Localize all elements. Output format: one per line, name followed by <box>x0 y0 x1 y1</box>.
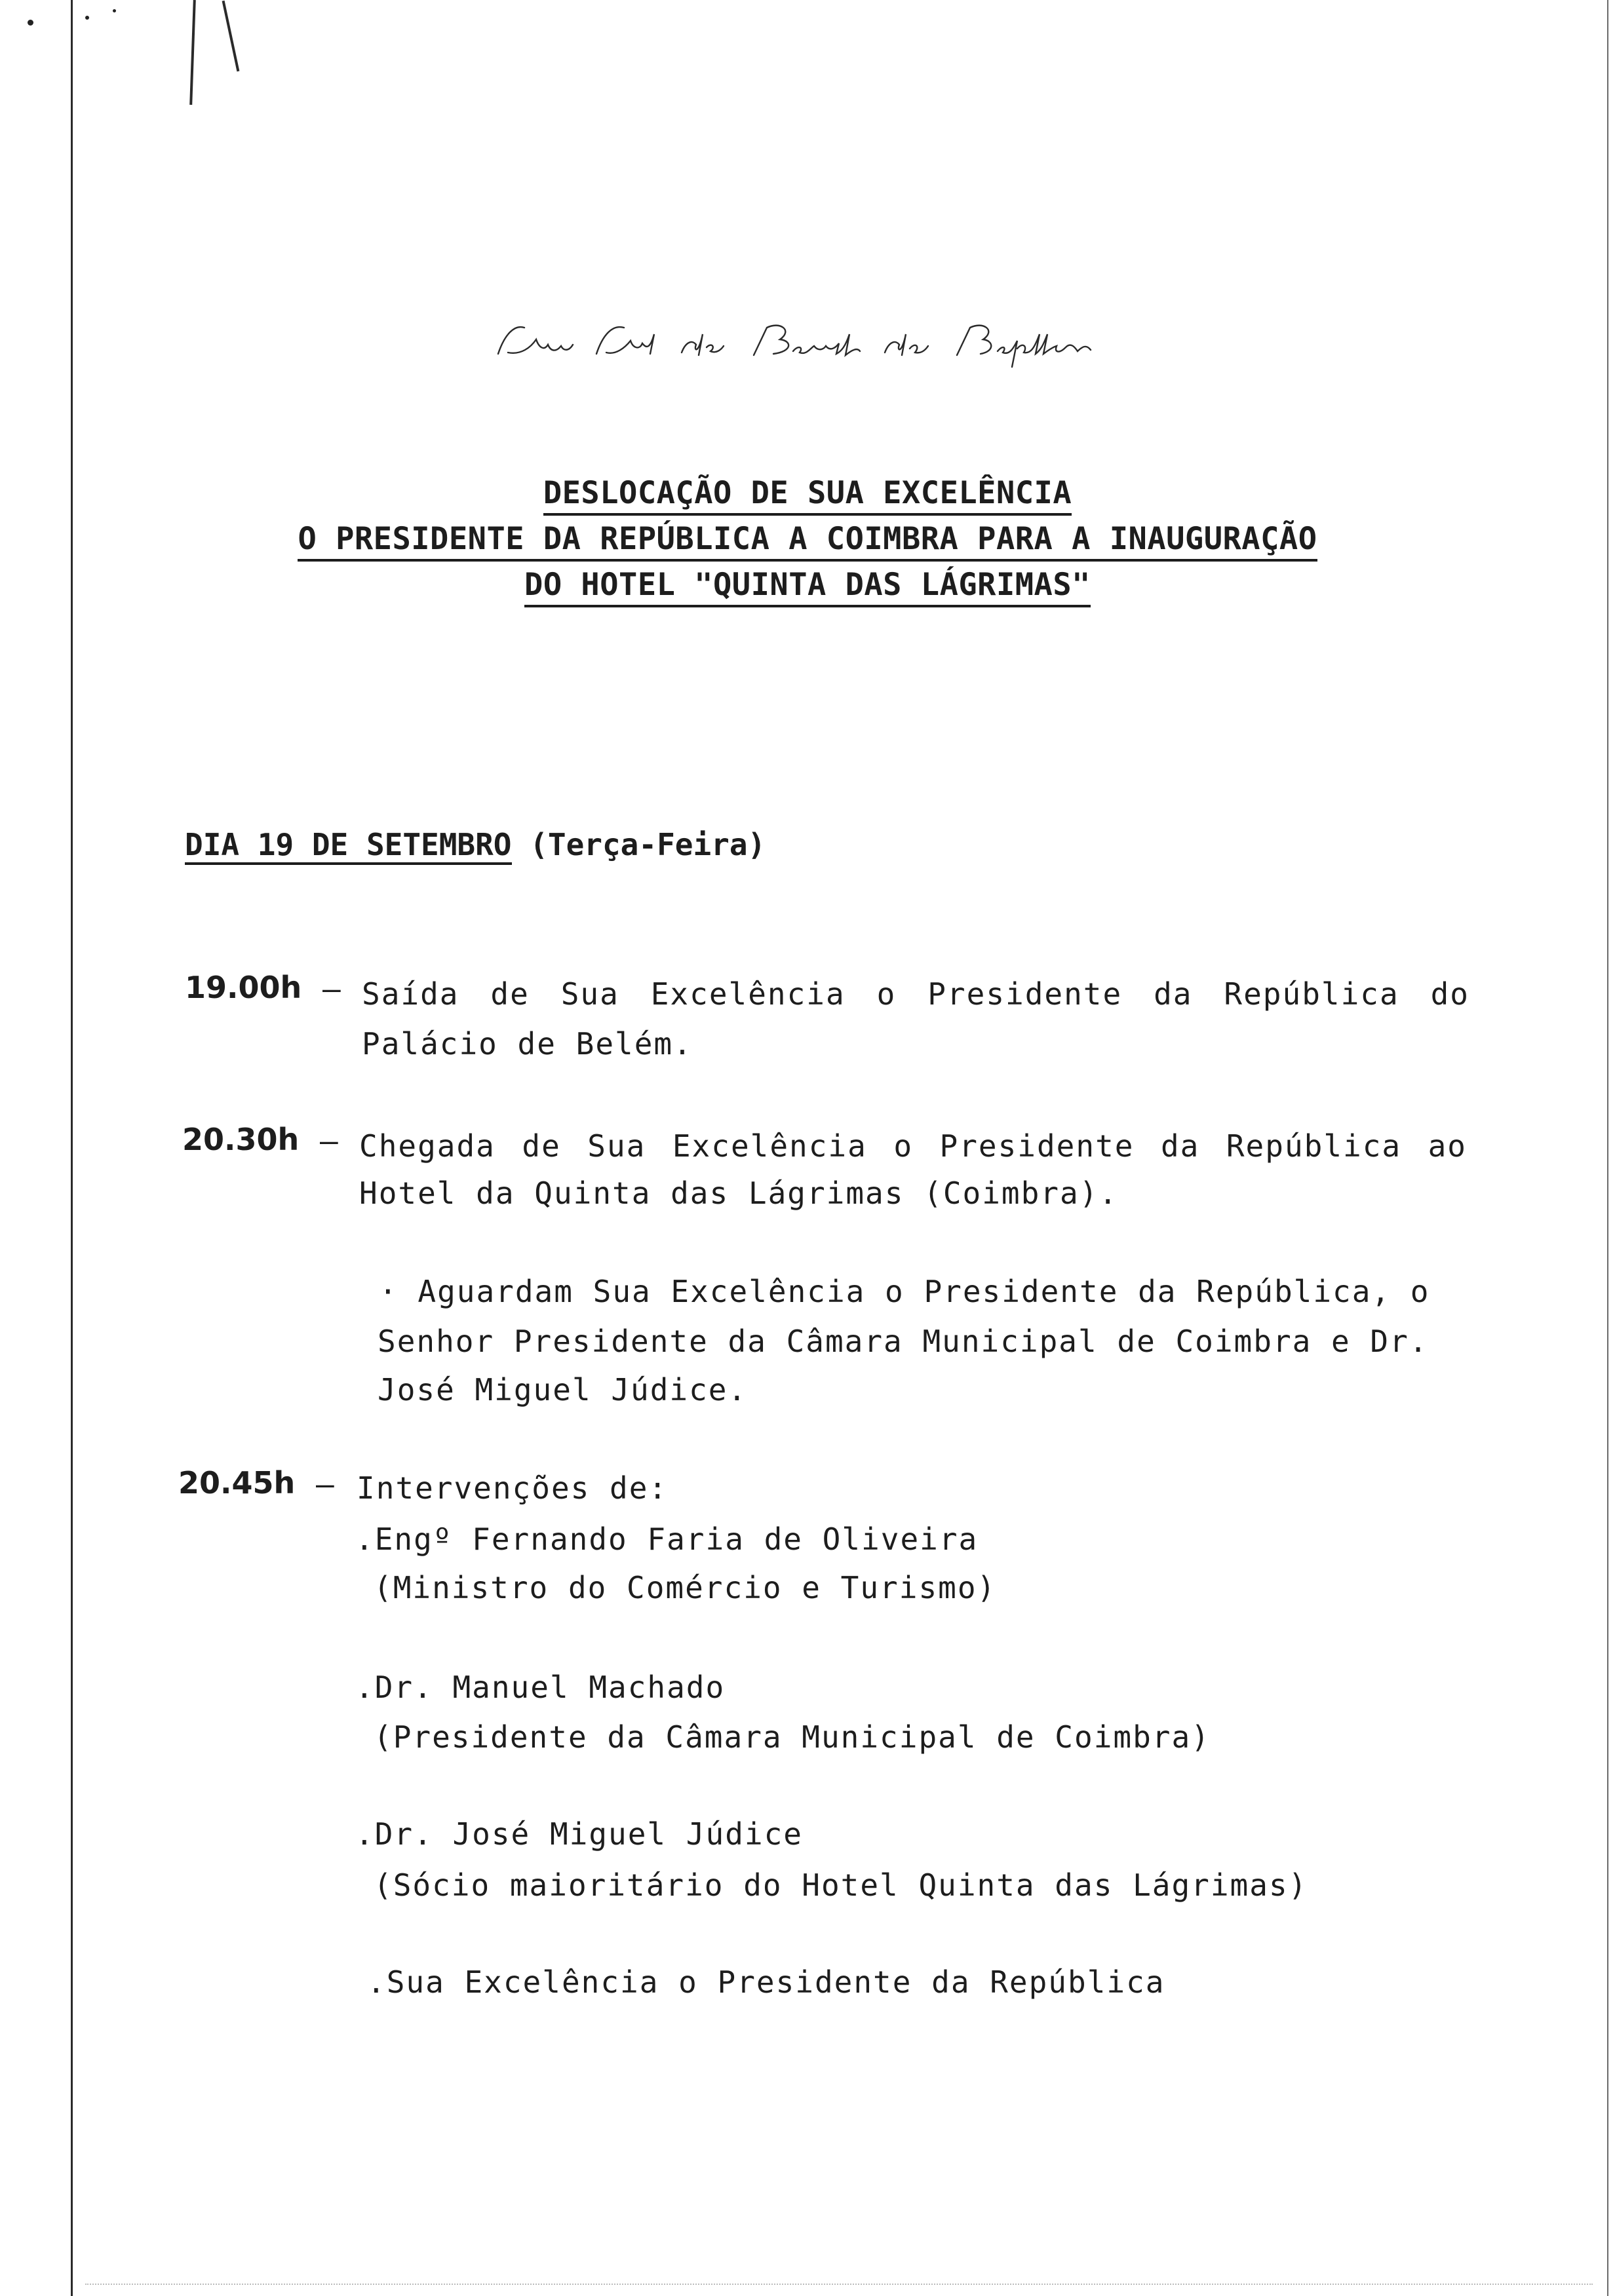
scan-edge-noise <box>85 2284 1593 2286</box>
entry-2-line-2: Hotel da Quinta das Lágrimas (Coimbra). <box>359 1176 1119 1211</box>
word: Presidente <box>927 976 1123 1012</box>
word: República <box>1226 1128 1402 1164</box>
word: o <box>876 976 897 1012</box>
word: Chegada <box>359 1128 496 1164</box>
left-margin-rule <box>71 0 73 2296</box>
speaker-role: (Presidente da Câmara Municipal de Coimbra) <box>374 1719 1211 1755</box>
speaker-name: .Engº Fernando Faria de Oliveira <box>355 1521 979 1557</box>
entry-2-note-line-2: Senhor Presidente da Câmara Municipal de Coimbra e Dr. <box>378 1324 1429 1359</box>
speaker-role: (Ministro do Comércio e Turismo) <box>374 1570 997 1605</box>
entry-2-line-1 <box>359 1128 1467 1164</box>
scan-speck <box>113 9 116 12</box>
word: Sua <box>587 1128 646 1164</box>
entry-dash: – <box>316 1466 334 1502</box>
word: da <box>1154 976 1193 1012</box>
word: Presidente <box>939 1128 1135 1164</box>
script-letterhead <box>485 308 1140 373</box>
entry-1-line-1 <box>362 976 1469 1012</box>
word: da <box>1160 1128 1200 1164</box>
right-margin-rule <box>1607 0 1608 2296</box>
entry-dash: – <box>320 1123 338 1158</box>
entry-2-note-line-3: José Miguel Júdice. <box>378 1372 748 1407</box>
speaker-name: .Sua Excelência o Presidente da República <box>367 1964 1165 2000</box>
entry-time: 20.45h <box>178 1465 296 1501</box>
speaker-role: (Sócio maioritário do Hotel Quinta das Lágrimas) <box>374 1867 1308 1903</box>
title-line-2: O PRESIDENTE DA REPÚBLICA A COIMBRA PARA A INAUGURAÇÃO <box>298 521 1317 562</box>
document-title <box>0 475 1615 613</box>
word: de <box>522 1128 561 1164</box>
day-date: DIA 19 DE SETEMBRO <box>185 827 512 865</box>
word: do <box>1430 976 1469 1012</box>
entry-time: 20.30h <box>182 1122 300 1157</box>
entry-2-note-line-1: · Aguardam Sua Excelência o Presidente da República, o <box>379 1274 1430 1309</box>
scan-speck <box>85 16 89 20</box>
title-line-1: DESLOCAÇÃO DE SUA EXCELÊNCIA <box>543 475 1072 516</box>
entry-1-line-2: Palácio de Belém. <box>362 1026 693 1062</box>
pen-mark <box>222 1 240 71</box>
word: República <box>1224 976 1399 1012</box>
word: o <box>893 1128 914 1164</box>
pen-mark <box>189 0 196 105</box>
word: Excelência <box>672 1128 867 1164</box>
title-line-3: DO HOTEL "QUINTA DAS LÁGRIMAS" <box>524 567 1091 607</box>
scan-speck <box>28 20 33 26</box>
word: Saída <box>362 976 459 1012</box>
word: Sua <box>560 976 619 1012</box>
entry-time: 19.00h <box>185 970 302 1005</box>
word: de <box>490 976 530 1012</box>
speaker-name: .Dr. Manuel Machado <box>355 1670 726 1705</box>
day-heading <box>185 827 766 862</box>
speaker-name: .Dr. José Miguel Júdice <box>355 1816 803 1852</box>
word: ao <box>1428 1128 1467 1164</box>
entry-3-intro: Intervenções de: <box>357 1470 669 1506</box>
entry-dash: – <box>322 971 341 1006</box>
word: Excelência <box>650 976 846 1012</box>
day-weekday: (Terça-Feira) <box>530 827 766 862</box>
